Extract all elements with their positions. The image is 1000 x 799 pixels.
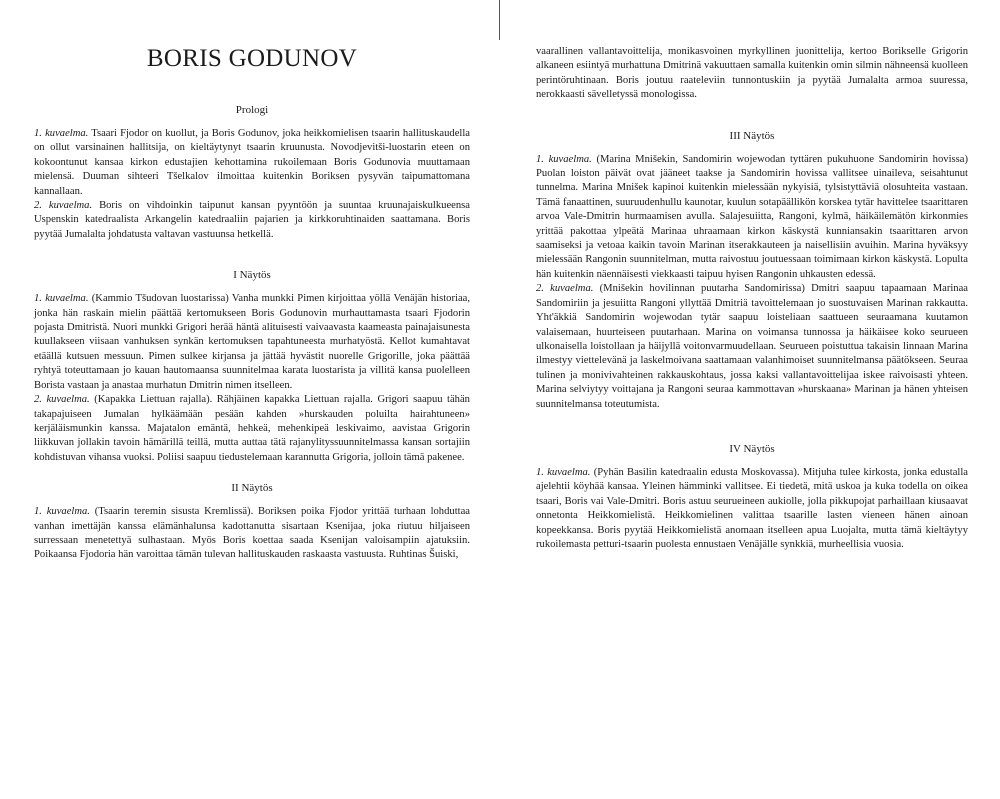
section-heading-naytos-2: II Näytös xyxy=(231,482,273,495)
left-page xyxy=(34,0,470,563)
scene-paragraph xyxy=(34,127,470,199)
scene-number: 1. kuvaelma. xyxy=(34,506,90,518)
scene-text: Tsaari Fjodor on kuollut, ja Boris Godunov, joka heikkomielisen tsaarin hallituskaudella on ollut varsinainen hallitsija, on kieltäytynyt tsaarin kruunusta. Novodjevitši-luostarin eteen on kokoontunut kansaa kirkon edustajien kehottamina rukoilemaan Boris Godunovia muuttamaan mielensä. Duuman sihteeri Tšelkalov ilmoittaa kuitenkin Boriksen pysyvän taipumattomana kannallaan. xyxy=(34,128,470,197)
scene-text: (Mnišekin hovilinnan puutarha Sandomirissa) Dmitri saapuu tapaamaan Marinaa Sandomiriin ja jesuiitta Rangoni yllyttää Dmitriä tavoittelemaan jo suostuvaisen Marinan rakkautta. Yht'äkkiä Sandomirin wojewodan tytär saapuu loisteliaan saattueen seuraamana kuutamon valaisemaan, huurteiseen puutarhaan. Marina on voimansa tunnossa ja häikäisee koko seurueen ulkonaisella loistollaan ja häijyllä voitonvarmuudellaan. Seurueen poistuttua takaisin linnaan Marina ilmestyy viettelevänä ja laskelmoivana saattamaan valanhimoiset suunnitelmansa päätökseen. Seuraa tulinen ja monivivahteinen rakkauskohtaus, jossa kaksi vallantavoittelijaa iskee raivoisasti yhteen. Marina selviytyy voittajana ja Rangoni seuraa kammottavan »hurskaana» Marinan ja hänen yhteisen suunnitelmansa toteutumista. xyxy=(536,283,969,410)
scene-number: 1. kuvaelma. xyxy=(34,293,89,305)
scene-paragraph xyxy=(536,466,968,552)
scene-text: (Tsaarin teremin sisusta Kremlissä). Boriksen poika Fjodor yrittää turhaan lohduttaa vanhan imettäjän kanssa elämänhalunsa kadottanutta sisartaan Ksenijaa, joka riutuu hiljaiseen surressaan menetettyä sulhastaan. Myös Boris koettaa saada Ksenijan valoisampiin ajatuksiin. Poikaansa Fjodoria hän varoittaa tämän tulevan hallituskauden raskaasta vastuusta. Ruhtinas Šuiski, xyxy=(34,506,470,561)
scene-text: (Kapakka Liettuan rajalla). Rähjäinen kapakka Liettuan rajalla. Grigori saapuu tähän takapajuiseen Jumalan hylkäämään pesään kahden »hurskauden poluilta hairahtuneen» kerjäläismunkin kanssa. Majatalon emäntä, hehkeä, mehenkipeä leskivaimo, aavistaa Grigorin liikkuvan jollakin tavoin hämärillä teillä, mutta auttaa tätä rajanylityssuunnitelmassa kansan sortajiin kohdistuvan vihansa vuoksi. Poliisi saapuu tiedustelemaan karannutta Grigoria, jolloin tämä pakenee. xyxy=(34,394,470,463)
scene-paragraph xyxy=(34,505,470,563)
scene-number: 1. kuvaelma. xyxy=(536,153,592,165)
scene-paragraph xyxy=(34,199,470,242)
scene-text: Boris on vihdoinkin taipunut kansan pyyntöön ja suuntaa kruunajaiskulkueensa Uspenskin katedraalista Arkangelin katedraaliin pajarien ja kirkkoruhtinaiden saattamana. Boris pyytää Jumalalta johdatusta valtavan vastuunsa hetkellä. xyxy=(34,200,470,240)
page-gutter xyxy=(499,0,500,40)
scene-number: 1. kuvaelma. xyxy=(34,128,89,139)
section-heading-naytos-1: I Näytös xyxy=(233,269,271,282)
section-heading-naytos-4: IV Näytös xyxy=(729,442,775,455)
scene-paragraph xyxy=(34,292,470,393)
section-heading-prologi: Prologi xyxy=(235,104,269,116)
scene-number: 1. kuvaelma. xyxy=(536,466,591,478)
scene-text: (Kammio Tšudovan luostarissa) Vanha munkki Pimen kirjoittaa yöllä Venäjän historiaa, jonka hän raskain mielin päättää kertomukseen Boris Godunovin murhauttamasta tsaari Fjodorin pojasta Dmitristä. Nuori munkki Grigori herää häntä alituisesti vaivaavasta kaameasta painajaisunesta kuullakseen viisaan vanhuksen synkän kertomuksen tapahtuneesta murhatyöstä. Kellot kumahtavat etäällä kutsuen messuun. Pimen sulkee kirjansa ja jättää hyvästit nuorelle Grigorille, joka päättää ryhtyä toteuttamaan jo kauan hautomaansa suunnitelmaa karata luostarista ja villitä kansa puolelleen Borista vastaan ja anastaa murhatun Dmitrin nimen itselleen. xyxy=(34,293,471,391)
scene-paragraph xyxy=(536,153,968,283)
scene-text: (Pyhän Basilin katedraalin edusta Moskovassa). Mitjuha tulee kirkosta, jonka edustalla ajelehtii köyhää kansaa. Yleinen hämminki vallitsee. Ei tiedetä, mitä uskoa ja kuka todella on oikea tsaari, Boris vai Vale-Dmitri. Boris astuu seurueineen aukiolle, jolla pikkupojat parhaillaan kiusaavat onnetonta Heikkomielistä. Heikkomielinen valittaa tsaarille lasten vieneen hänen ainoan kopeekkansa. Boris pyytää Heikkomielistä anomaan itselleen apua Luojalta, mutta tämä kieltäytyy rukoilemasta petturi-tsaarin puolesta ennustaen Venäjälle synkkiä, murheellisia vuosia. xyxy=(536,466,969,550)
scene-paragraph xyxy=(34,393,470,465)
scene-number: 2. kuvaelma. xyxy=(536,283,594,295)
scene-text: (Marina Mnišekin, Sandomirin wojewodan tyttären pukuhuone Sandomirin hovissa) Puolan loiston päivät ovat jääneet taakse ja Sandomirin hovissa vallitsee uinaileva, seisahtunut tunnelma. Marina Mnišek kapinoi kuitenkin mielessään nykyisiä, tylsistyttäviä olosuhteita vastaan. Tämä fanaattinen, suuruudenhullu kaunotar, kuulun sotapäällikön korskea tytär havittelee tsaarittaren arvoa Vale-Dmitrin hurmaamisen avulla. Salajesuiitta, Rangoni, kylmä, häikäilemätön kirkonmies yrittää pakottaa ylpeätä Marinaa uhraamaan kirkon käskystä kunniansakin tsaarittaren arvon saamiseksi ja vetoaa kaikin tavoin Marinan itserakkauteen ja naisellisiin avuihin. Marina hyväksyy mielessään Rangonin suunnitelman, mutta raivostuu joutuessaan toimimaan kirkon käskystä. Lopulta hän kuitenkin näennäisesti viekkaasti taipuu hyisen Rangonin uhkausten edessä. xyxy=(536,153,968,280)
scene-number: 2. kuvaelma. xyxy=(34,200,93,212)
scene-paragraph xyxy=(536,282,968,412)
section-heading-naytos-3: III Näytös xyxy=(729,129,775,142)
scene-number: 2. kuvaelma. xyxy=(34,394,90,406)
continuation-paragraph: vaarallinen vallantavoittelija, monikasvoinen myrkyllinen juonittelija, kertoo Borikselle Grigorin alkaneen esiintyä murhattuna Dmitrinä vakuuttaen samalla kuitenkin omin silmin nähneensä kuolleen perintöruhtinaan. Boris joutuu raateleviin tunnontuskiin ja pyytää Jumalalta armoa suuressa, nerokkaasti sävelletyssä monologissa. xyxy=(536,46,968,101)
page-title: BORIS GODUNOV xyxy=(146,45,358,72)
right-page xyxy=(536,0,968,552)
